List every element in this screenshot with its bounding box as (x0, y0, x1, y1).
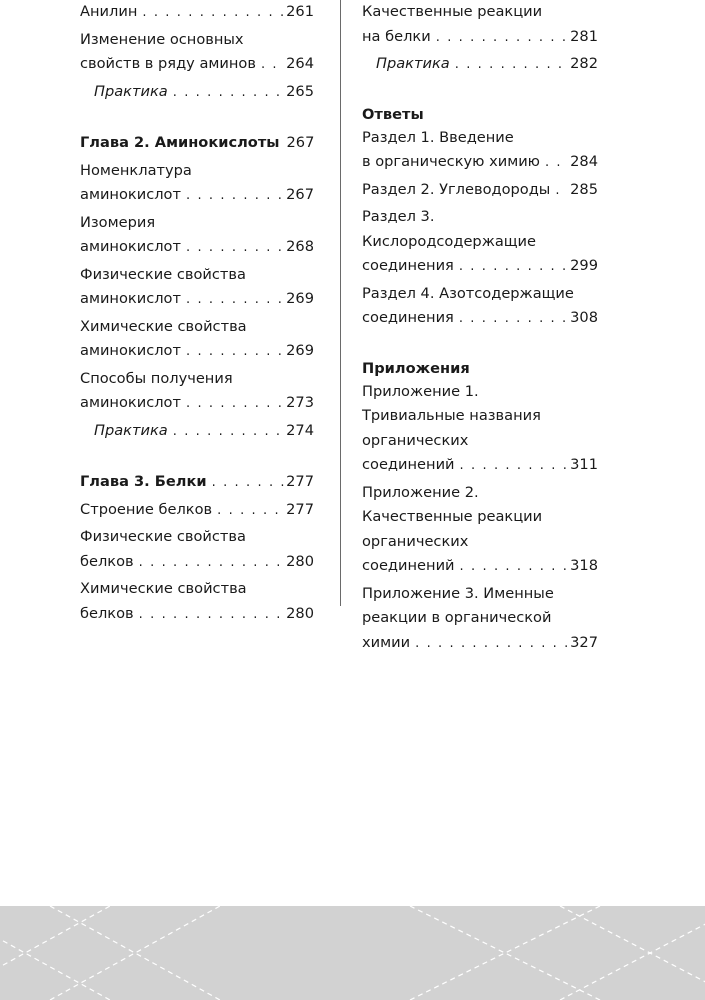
toc-entry[interactable] (362, 0, 598, 50)
page-number: 308 (570, 309, 598, 326)
toc-left-column (80, 0, 314, 629)
page-number: 274 (286, 421, 314, 439)
dot-leader (186, 288, 284, 313)
page-number: 280 (286, 552, 314, 570)
page-number: 280 (286, 604, 314, 622)
toc-entry-title-line: Изомерия (80, 213, 156, 231)
toc-entry-title-line: свойств в ряду аминов (80, 55, 256, 72)
dot-leader (217, 499, 284, 524)
toc-entry[interactable] (80, 211, 314, 261)
dot-leader (555, 179, 568, 204)
page-number: 285 (570, 180, 598, 198)
page-number: 277 (286, 500, 314, 518)
page-number: 261 (286, 3, 314, 20)
toc-entry-title-line: Раздел 4. Азотсодержащие (362, 284, 574, 302)
toc-entry-title-line: органических (362, 532, 469, 550)
toc-entry-title-line: белков (80, 604, 134, 622)
page-number: 264 (286, 55, 314, 72)
toc-entry-title-line: Раздел 1. Введение (362, 128, 514, 146)
dot-leader (142, 1, 284, 26)
toc-entry[interactable] (80, 159, 314, 209)
toc-practice-entry[interactable] (80, 419, 314, 445)
page-number: 281 (570, 27, 598, 45)
page-number: 299 (570, 257, 598, 274)
toc-chapter-entry[interactable] (80, 470, 314, 496)
toc-entry-title-line: Приложение 1. (362, 382, 479, 400)
diamond-pattern-icon (0, 906, 705, 1000)
toc-entry-title-line: аминокислот (80, 290, 181, 307)
section-heading: Приложения (362, 359, 470, 377)
toc-practice-entry[interactable] (362, 52, 598, 78)
page-number: 265 (286, 82, 314, 100)
dot-leader (460, 555, 569, 580)
toc-entry-title-line: в органическую химию (362, 153, 540, 170)
toc-entry-title-line: Физические свойства (80, 265, 246, 283)
page-number: 277 (286, 473, 314, 490)
toc-entry-title-line: белков (80, 552, 134, 570)
toc-entry[interactable] (80, 367, 314, 417)
toc-entry[interactable] (80, 315, 314, 365)
toc-entry-title-line: Кислородсодержащие (362, 232, 536, 250)
toc-entry[interactable] (80, 28, 314, 78)
toc-entry-title-line: соединений (362, 456, 455, 473)
toc-entry-title-line: Глава 2. Аминокислоты (80, 134, 280, 151)
section-gap (80, 107, 314, 131)
dot-leader (186, 236, 284, 261)
toc-entry[interactable] (80, 525, 314, 575)
toc-entry[interactable] (362, 126, 598, 176)
toc-entry-title-line: Практика (94, 421, 168, 439)
toc-entry-title-line: Химические свойства (80, 317, 247, 335)
toc-entry[interactable] (362, 481, 598, 580)
toc-entry-title-line: Приложение 3. Именные (362, 584, 554, 602)
toc-entry[interactable] (80, 577, 314, 627)
section-gap (80, 446, 314, 470)
dot-leader (186, 184, 284, 209)
toc-entry[interactable] (362, 178, 598, 204)
toc-entry-title-line: Глава 3. Белки (80, 473, 207, 490)
toc-entry-title-line: Приложение 2. (362, 483, 479, 501)
toc-entry[interactable] (362, 582, 598, 657)
dot-leader (173, 81, 284, 106)
page-number: 273 (286, 394, 314, 411)
toc-chapter-entry[interactable] (80, 131, 314, 157)
toc-entry[interactable] (80, 263, 314, 313)
page-number: 267 (286, 134, 315, 151)
dot-leader (436, 26, 568, 51)
toc-entry-title-line: Строение белков (80, 500, 213, 518)
toc-entry-title-line: Изменение основных (80, 30, 244, 48)
toc-entry-title-line: Физические свойства (80, 528, 246, 545)
toc-entry-title-line: Раздел 2. Углеводороды (362, 180, 551, 198)
dot-leader (460, 454, 569, 479)
toc-entry-title-line: соединения (362, 257, 454, 274)
dot-leader (139, 603, 284, 628)
dot-leader (212, 471, 285, 496)
toc-practice-entry[interactable] (80, 80, 314, 106)
toc-entry-title-line: Качественные реакции (362, 3, 543, 20)
toc-entry-title-line: Практика (376, 55, 450, 72)
toc-entry-title-line: Практика (94, 82, 168, 100)
toc-entry-title-line: Тривиальные названия (362, 407, 541, 424)
page-number: 282 (570, 55, 598, 72)
dot-leader (139, 551, 284, 576)
toc-entry-title-line: аминокислот (80, 394, 181, 411)
toc-entry-title-line: Раздел 3. (362, 208, 435, 225)
toc-entry-title-line: на белки (362, 27, 431, 45)
toc-entry-title-line: аминокислот (80, 342, 181, 359)
page-number: 327 (570, 633, 598, 651)
dot-leader (186, 392, 284, 417)
toc-entry[interactable] (362, 205, 598, 280)
page-number: 267 (286, 186, 314, 203)
toc-entry[interactable] (362, 282, 598, 332)
page-number: 318 (570, 557, 598, 574)
toc-entry-title-line: Анилин (80, 3, 138, 20)
toc-entry-title-line: реакции в органической (362, 609, 552, 626)
section-gap (362, 80, 598, 104)
toc-entry-title-line: соединений (362, 557, 455, 574)
page-number: 284 (570, 153, 598, 170)
dot-leader (173, 420, 284, 445)
column-divider (340, 0, 341, 606)
page-number: 268 (286, 238, 314, 255)
toc-entry-title-line: соединения (362, 309, 454, 326)
section-gap (362, 334, 598, 358)
toc-entry[interactable] (80, 498, 314, 524)
page-number: 269 (286, 290, 314, 307)
toc-entry-title-line: Качественные реакции (362, 508, 543, 525)
page-number: 269 (286, 342, 314, 359)
dot-leader (455, 53, 568, 78)
toc-entry-title-line: Номенклатура (80, 161, 192, 179)
footer-decorative-band (0, 906, 705, 1000)
toc-entry-title-line: Химические свойства (80, 580, 247, 597)
toc-right-column (362, 0, 598, 658)
page-number: 311 (570, 456, 598, 473)
toc-entry-title-line: органических (362, 431, 469, 449)
toc-entry-title-line: химии (362, 633, 411, 651)
dot-leader (186, 340, 284, 365)
dot-leader (545, 151, 568, 176)
toc-entry-title-line: Способы получения (80, 369, 233, 387)
toc-entry[interactable] (80, 0, 314, 26)
dot-leader (415, 632, 568, 657)
dot-leader (459, 307, 568, 332)
toc-entry-title-line: аминокислот (80, 186, 181, 203)
toc-entry-title-line: аминокислот (80, 238, 181, 255)
dot-leader (261, 53, 284, 78)
section-heading: Ответы (362, 105, 424, 123)
toc-entry[interactable] (362, 380, 598, 479)
dot-leader (459, 255, 568, 280)
